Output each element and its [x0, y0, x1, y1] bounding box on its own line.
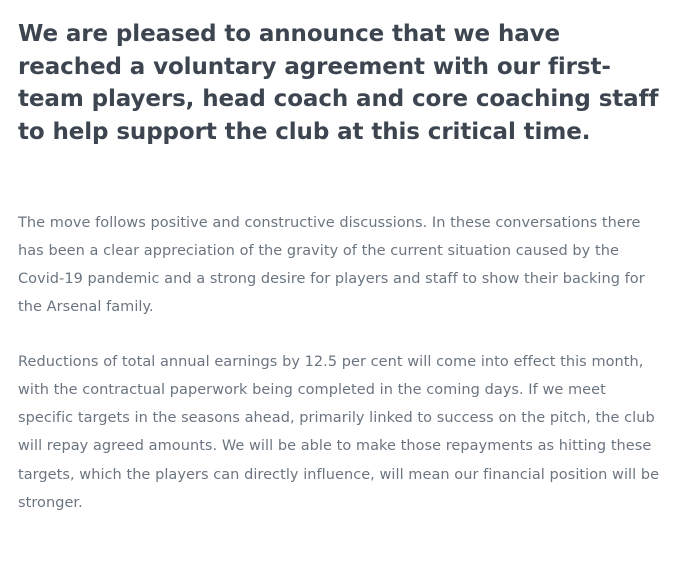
article-paragraph-1: The move follows positive and constructive discussions. In these conversations there has been a clear appreciation of the gravity of the current situation caused by the Covid-19 pandemic and a strong desire for players and staff to show their backing for the Arsenal family. [18, 214, 645, 316]
article-headline: We are pleased to announce that we have reached a voluntary agreement with our first-team players, head coach and core coaching staff to help support the club at this critical time. [18, 21, 659, 145]
article-paragraph-2: Reductions of total annual earnings by 12.5 per cent will come into effect this month, with the contractual paperwork being completed in the coming days. If we meet specific targets in the seasons ahead, primarily linked to success on the pitch, the club will repay agreed amounts. We will be able to make those repayments as hitting these targets, which the players can directly influence, will mean our financial position will be stronger. [18, 353, 660, 512]
